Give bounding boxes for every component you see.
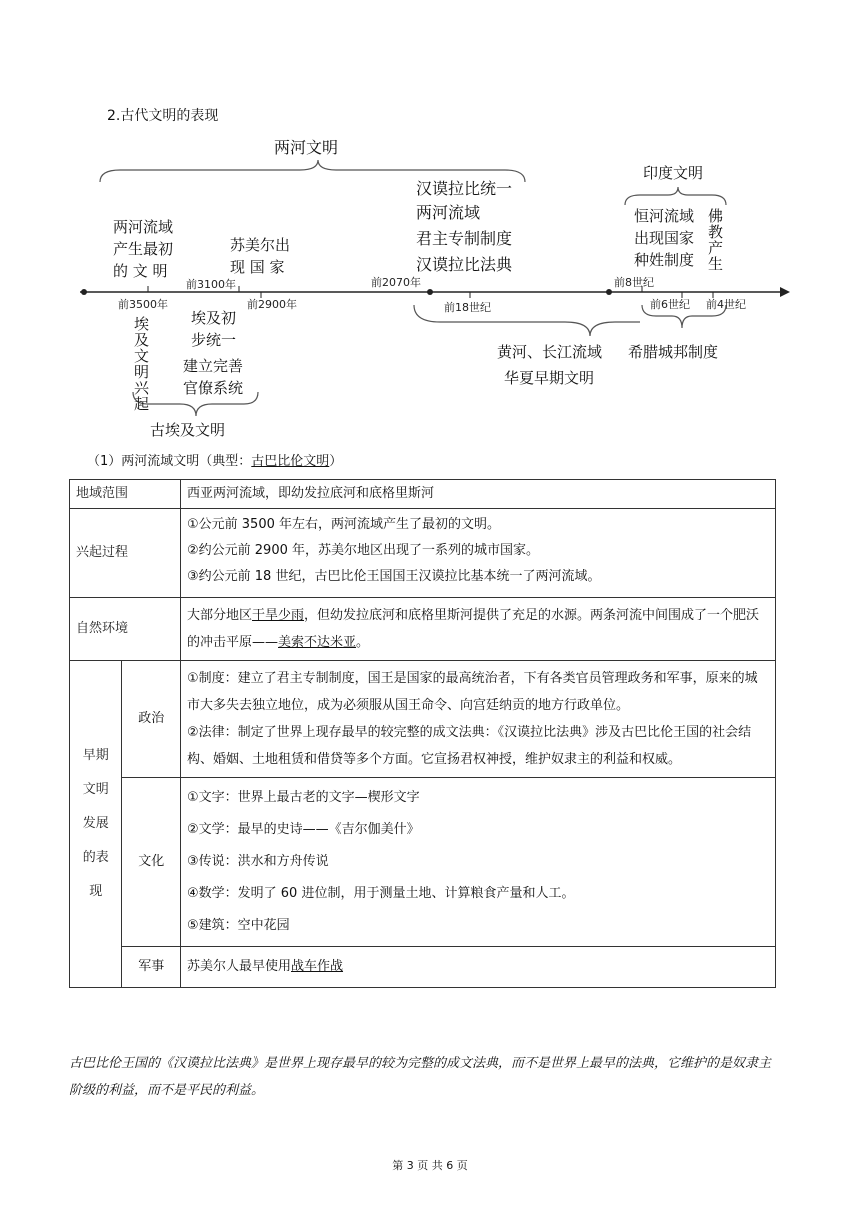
event-buddhism: 佛教产生	[706, 208, 724, 272]
india-brace	[625, 187, 726, 205]
china-civ-label: 华夏早期文明	[504, 369, 595, 387]
egypt-civ-label: 古埃及文明	[150, 421, 226, 439]
dot-2070	[427, 289, 433, 295]
note-paragraph: 古巴比伦王国的《汉谟拉比法典》是世界上现存最早的较为完整的成文法典，而不是世界上最早的法典，它维护的是奴隶主阶级的利益，而不是平民的利益。	[69, 1056, 772, 1098]
greece-label: 希腊城邦制度	[628, 343, 719, 361]
time-2900: 前2900年	[247, 298, 297, 311]
region-label: 地域范围	[70, 480, 181, 509]
mesopotamia-table	[69, 479, 776, 988]
india-civ-label: 印度文明	[643, 164, 704, 182]
table-row	[70, 778, 776, 947]
event-egypt-bureau: 建立完善 官僚系统	[183, 357, 244, 397]
axis-start-dot	[81, 289, 87, 295]
event-liangHe: 两河流域 产生最初 的 文 明	[113, 218, 174, 280]
event-sumer: 苏美尔出 现 国 家	[230, 236, 291, 276]
time-8c: 前8世纪	[614, 276, 654, 289]
table-row	[70, 598, 776, 661]
time-4c: 前4世纪	[706, 298, 746, 311]
time-2070: 前2070年	[371, 276, 421, 289]
culture-value: ①文字：世界上最古老的文字—楔形文字 ②文学：最早的史诗——《吉尔伽美什》 ③传说：洪水和方舟传说 ④数学：发明了 60 进位制，用于测量土地、计算粮食产量和人工。 ⑤建筑：空中花园	[181, 778, 776, 947]
rise-label: 兴起过程	[70, 509, 181, 598]
page-footer: 第 3 页 共 6 页	[392, 1159, 468, 1172]
early-civ-label: 早期文明发展的表现	[70, 661, 122, 988]
time-6c: 前6世纪	[650, 298, 690, 311]
env-label: 自然环境	[70, 598, 181, 661]
dot-8c	[606, 289, 612, 295]
event-egypt-rise: 埃及文明兴起	[132, 316, 150, 412]
subheading: （1）两河流域文明（典型：古巴比伦文明）	[87, 454, 343, 469]
time-3100: 前3100年	[186, 278, 236, 291]
env-value: 大部分地区干旱少雨，但幼发拉底河和底格里斯河提供了充足的水源。两条河流中间围成了一个肥沃的冲击平原——美索不达米亚。	[181, 598, 776, 661]
liangHe-civ-label: 两河文明	[274, 138, 339, 157]
rise-value: ①公元前 3500 年左右，两河流域产生了最初的文明。 ②约公元前 2900 年，苏美尔地区出现了一系列的城市国家。 ③约公元前 18 世纪，古巴比伦王国国王汉谟拉比基本统一了两河流域。	[181, 509, 776, 598]
section-title: 2.古代文明的表现	[107, 108, 219, 124]
politics-value: ①制度：建立了君主专制制度，国王是国家的最高统治者，下有各类官员管理政务和军事，原来的城市大多失去独立地位，成为必须服从国王命令、向宫廷纳贡的地方行政单位。 ②法律：制定了世界上现存最早的较完整的成文法典：《汉谟拉比法典》涉及古巴比伦王国的社会结构、婚姻、土地租赁和借贷等多个方面。它宣扬君权神授，维护奴隶主的利益和权威。	[181, 661, 776, 778]
table-row	[70, 947, 776, 988]
time-3500: 前3500年	[118, 298, 168, 311]
event-egypt-unify: 埃及初 步统一	[191, 309, 237, 349]
military-label: 军事	[122, 947, 181, 988]
event-india: 恒河流域 出现国家 种姓制度	[634, 207, 695, 269]
culture-label: 文化	[122, 778, 181, 947]
event-hammurabi: 汉谟拉比统一 两河流域 君主专制制度 汉谟拉比法典	[416, 179, 513, 274]
china-region-label: 黄河、长江流域	[497, 343, 603, 361]
time-18c: 前18世纪	[444, 301, 491, 314]
table-row	[70, 509, 776, 598]
region-value: 西亚两河流域，即幼发拉底河和底格里斯河	[181, 480, 776, 509]
politics-label: 政治	[122, 661, 181, 778]
military-value: 苏美尔人最早使用战车作战	[181, 947, 776, 988]
axis-arrow	[780, 287, 790, 297]
table-row	[70, 480, 776, 509]
table-row	[70, 661, 776, 778]
